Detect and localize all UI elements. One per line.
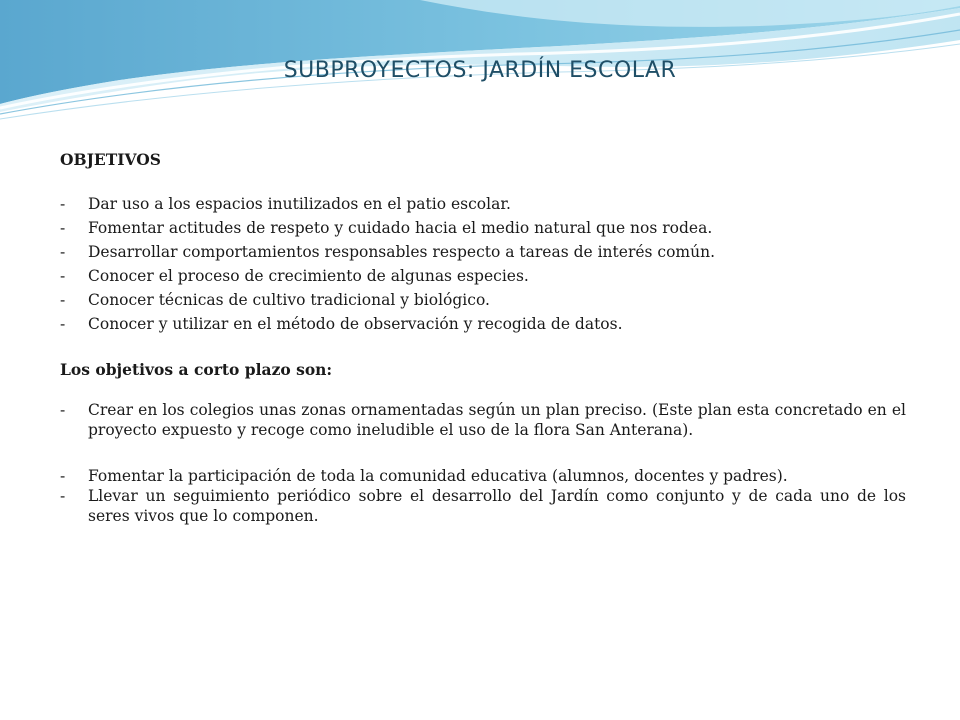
list-dash: - bbox=[60, 467, 66, 485]
list-dash: - bbox=[60, 315, 66, 333]
list-dash: - bbox=[60, 195, 66, 213]
list-item-text: Fomentar actitudes de respeto y cuidado hacia el medio natural que nos rodea. bbox=[88, 219, 713, 237]
list-item-text: Dar uso a los espacios inutilizados en el patio escolar. bbox=[88, 195, 511, 213]
list-item bbox=[60, 216, 906, 240]
list-item bbox=[60, 240, 906, 264]
list-item-text: Desarrollar comportamientos responsables respecto a tareas de interés común. bbox=[88, 243, 716, 261]
list-item bbox=[60, 400, 906, 440]
list-item-text: Conocer técnicas de cultivo tradicional y biológico. bbox=[88, 291, 490, 309]
slide-title: SUBPROYECTOS: JARDÍN ESCOLAR bbox=[283, 58, 677, 83]
list-item bbox=[60, 466, 906, 486]
objetivos-list bbox=[60, 192, 906, 336]
list-item-text: Conocer y utilizar en el método de observación y recogida de datos. bbox=[88, 315, 623, 333]
corto-plazo-list bbox=[60, 400, 906, 526]
slide-content bbox=[60, 148, 906, 526]
list-dash: - bbox=[60, 401, 66, 419]
list-dash: - bbox=[60, 267, 66, 285]
list-item-text: Crear en los colegios unas zonas ornamentadas según un plan preciso. (Este plan esta concretado en el proyecto expuesto y recoge como ineludible el uso de la flora San Anterana). bbox=[88, 401, 906, 439]
corto-plazo-heading: Los objetivos a corto plazo son: bbox=[60, 360, 333, 379]
list-item bbox=[60, 192, 906, 216]
list-dash: - bbox=[60, 487, 66, 505]
list-item bbox=[60, 486, 906, 526]
list-item-text: Conocer el proceso de crecimiento de algunas especies. bbox=[88, 267, 529, 285]
list-item-text: Fomentar la participación de toda la comunidad educativa (alumnos, docentes y padres). bbox=[88, 467, 788, 485]
list-item bbox=[60, 288, 906, 312]
list-dash: - bbox=[60, 243, 66, 261]
list-item bbox=[60, 264, 906, 288]
objetivos-heading: OBJETIVOS bbox=[60, 150, 161, 169]
list-item-text: Llevar un seguimiento periódico sobre el desarrollo del Jardín como conjunto y de cada uno de los seres vivos que lo componen. bbox=[88, 487, 906, 525]
list-dash: - bbox=[60, 219, 66, 237]
list-dash: - bbox=[60, 291, 66, 309]
list-item bbox=[60, 312, 906, 336]
